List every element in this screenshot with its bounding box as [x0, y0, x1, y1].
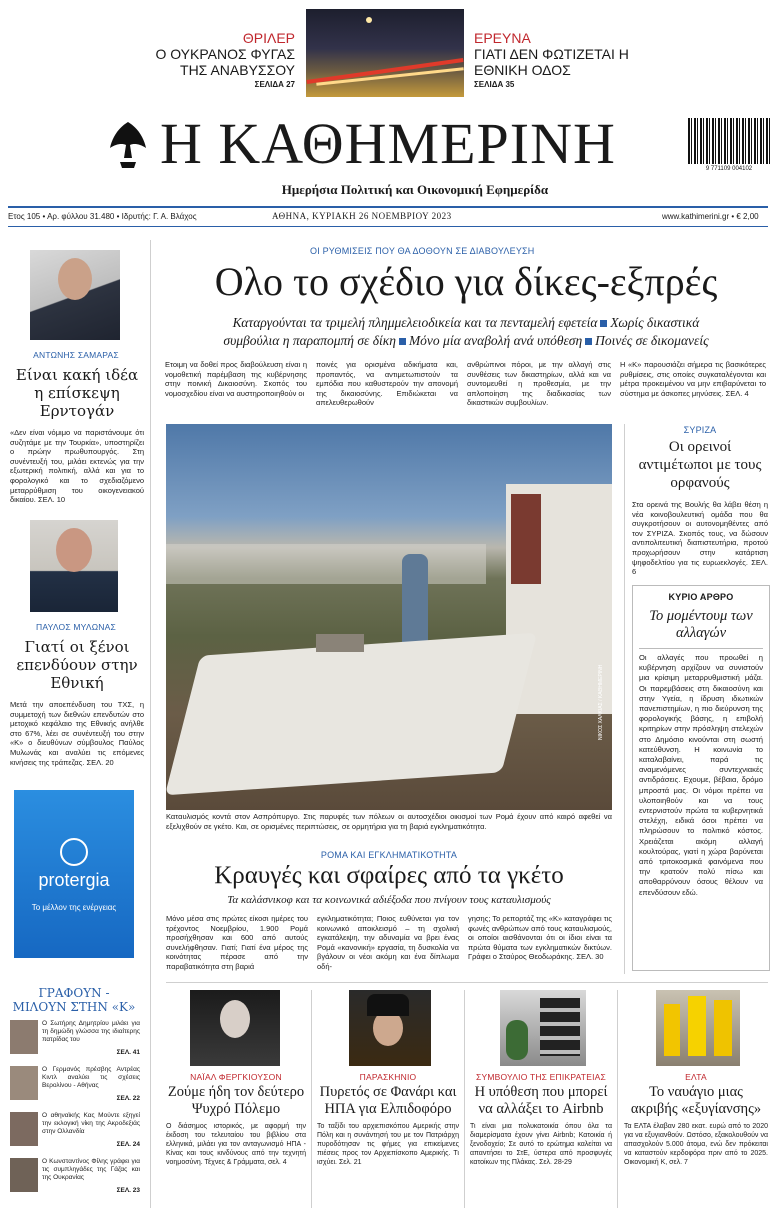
- bottom-divider-3: [617, 990, 618, 1208]
- writer-page: ΣΕΛ. 41: [116, 1049, 140, 1056]
- teaser-photo-highway: [306, 9, 464, 97]
- dateline-left: Ετος 105 • Αρ. φύλλου 31.480 • Ιδρυτής: Γ. Α. Βλάχος: [8, 212, 197, 221]
- lead-deck-1: Καταργούνται τα τριμελή πλημμελειοδικεία και τα πενταμελή εφετεία: [232, 315, 598, 330]
- mylonas-body: Μετά την αποεπένδυση του ΤΧΣ, η συμμετοχή των διεθνών επενδυτών στο μετοχικό κεφάλαιο της Εθνικής ανήλθε στο 67%, λέει σε συνέντευξή του στην «Κ» ο διευθύνων σύμβουλος Παύλος Μυλωνάς και αναλύει τις επόμενες κινήσεις της τράπεζας. ΣΕΛ. 20: [10, 700, 144, 767]
- writer-item[interactable]: [10, 1066, 142, 1112]
- editorial-box: [632, 585, 770, 971]
- protergia-slogan: Το μέλλον της ενέργειας: [31, 903, 117, 912]
- writer-page: ΣΕΛ. 24: [116, 1141, 140, 1148]
- bottom-divider-1: [311, 990, 312, 1208]
- syriza-kicker: ΣΥΡΙΖΑ: [683, 425, 717, 435]
- roma-headline[interactable]: Κραυγές και σφαίρες από τα γκέτο: [214, 862, 564, 889]
- bottom-story-3-body: Τι είναι μια πολυκατοικία όπου όλα τα διαμερίσματα έχουν γίνει Airbnb; Κατοικία ή ξενοδοχείο; Σε αυτό το ερώτημα καλείται να απαντήσει το ΣτΕ, ύστερα από προσφυγές κατοίκων της Πλάκας. Σελ. 28-29: [470, 1123, 612, 1166]
- dateline-rule-top: [8, 206, 768, 208]
- teaser-right-page: ΣΕΛΙΔΑ 35: [474, 80, 515, 89]
- writer-item[interactable]: [10, 1020, 142, 1066]
- lead-deck-2c: Ποινές σε δικομανείς: [595, 333, 709, 348]
- bottom-rule: [166, 982, 768, 983]
- roma-col-1: Μόνο μέσα στις πρώτες είκοσι ημέρες του τρέχοντος Νοεμβρίου, 1.900 Ρομά προσήχθησαν και 600 από αυτούς συνελήφθησαν. Γιατί; Γιατί ένα μέρος της κοινότητας πέρασε από την παραβατικότητα στη βαριά: [166, 914, 308, 971]
- bottom-story-2-kicker: ΠΑΡΑΣΚΗΝΙΟ: [359, 1072, 417, 1082]
- protergia-ad[interactable]: [14, 790, 134, 958]
- lead-deck-2: συμβούλια η παραπομπή σε δίκη: [223, 333, 396, 348]
- dateline-center: ΑΘΗΝΑ, ΚΥΡΙΑΚΗ 26 ΝΟΕΜΒΡΙΟΥ 2023: [272, 211, 452, 221]
- bottom-story-4-kicker: ΕΛΤΑ: [685, 1072, 707, 1082]
- dateline-right: www.kathimerini.gr • € 2,00: [662, 212, 759, 221]
- writer-avatar: [10, 1020, 38, 1054]
- writer-avatar: [10, 1066, 38, 1100]
- lead-deck-2b: Μόνο μία αναβολή ανά υπόθεση: [408, 333, 583, 348]
- bottom-story-1-title: Ζούμε ήδη τον δεύτερο Ψυχρό Πόλεμο: [167, 1084, 305, 1117]
- bottom-divider-2: [464, 990, 465, 1208]
- writer-text: Ο αθηναϊκής Κας Μούντε εξηγεί την εκλογική νίκη της Ακροδεξιάς στην Ολλανδία: [42, 1112, 140, 1135]
- writers-list: [10, 1020, 142, 1204]
- masthead-title: Η ΚΑΘΗΜΕΡΙΝΗ: [160, 111, 616, 176]
- samaras-title[interactable]: Είναι κακή ιδέα η επίσκεψη Ερντογάν: [15, 366, 139, 420]
- bottom-story-3-kicker: ΣΥΜΒΟΥΛΙΟ ΤΗΣ ΕΠΙΚΡΑΤΕΙΑΣ: [476, 1072, 606, 1082]
- main-photo-credit: ΝΙΚΟΣ ΧΑΛΚΙΑΣ / ΚΑΘΗΜΕΡΙΝΗ: [598, 664, 604, 740]
- sidebar-divider: [150, 240, 151, 1208]
- lead-headline[interactable]: Ολο το σχέδιο για δίκες-εξπρές: [214, 259, 718, 304]
- teaser-left-kicker: ΘΡΙΛΕΡ: [242, 30, 295, 46]
- lead-col-2: ποινές για ορισμένα αδικήματα και, προπαντός, να αντιμετωπιστούν τα εμπόδια που καθυστερούν την απονομή της δικαιοσύνης. Επιδιώκεται να απελευθερωθούν: [316, 360, 458, 408]
- mylonas-photo: [30, 520, 118, 612]
- bottom-story-1[interactable]: [166, 990, 306, 1167]
- roma-kicker: ΡΟΜΑ ΚΑΙ ΕΓΚΛΗΜΑΤΙΚΟΤΗΤΑ: [320, 850, 458, 860]
- writer-page: ΣΕΛ. 22: [116, 1095, 140, 1102]
- roma-col-3: γησης; Το ρεπορτάζ της «Κ» καταγράφει τις φωνές ανθρώπων από τους καταυλισμούς, οι οποίοι αισθάνονται ότι οι ίδιοι είναι τα πρώτα θύματα των εγκληματικών δικτύων. Γράφει ο Σταύρος Θεοδωράκης. ΣΕΛ. 30: [468, 914, 612, 962]
- syriza-title[interactable]: Οι ορεινοί αντιμέτωποι με τους ορφανούς: [638, 439, 762, 491]
- bottom-story-4[interactable]: [624, 990, 768, 1167]
- protergia-logo-icon: [60, 838, 88, 866]
- bottom-story-4-body: Τα ΕΛΤΑ έλαβαν 280 εκατ. ευρώ από το 2020 για να εξυγιανθούν. Ωστόσο, εξακολουθούν να απασχολούν 5.000 άτομα, ενώ δεν πρόκειται να καταστούν κερδοφόρα πριν από το 2025. Οικονομική Κ, σελ. 7: [624, 1123, 768, 1166]
- bottom-story-2-body: Το ταξίδι του αρχιεπισκόπου Αμερικής στην Πόλη και η συνάντησή του με τον Πατριάρχη πυροδότησαν τις φήμες για επικείμενες πιέσεις προς τον Αρχιεπίσκοπο Αμερικής. Τι ισχύει. Σελ. 21: [317, 1123, 459, 1166]
- bottom-story-2-photo: [349, 990, 431, 1066]
- samaras-photo: [30, 250, 120, 340]
- samaras-body: «Δεν είναι νόμιμο να παριστάνουμε ότι συζητάμε με την Τουρκία», υποστηρίζει ο πρώην πρωθυπουργός. Στη συνέντευξή του, μιλάει εκτενώς για την εξωτερική πολιτική, αλλά και για το φορολογικό και το σχεδιαζόμενο μεταρρύθμιση του οικογενειακού δικαίου. ΣΕΛ. 10: [10, 428, 144, 505]
- bottom-story-1-photo: [190, 990, 280, 1066]
- editorial-label: ΚΥΡΙΟ ΑΡΘΡΟ: [668, 592, 734, 602]
- lead-deck: [166, 314, 766, 350]
- bottom-story-2-title: Πυρετός σε Φανάρι και ΗΠΑ για Ελπιδοφόρο: [319, 1084, 457, 1117]
- bottom-story-4-photo: [656, 990, 740, 1066]
- bottom-story-2[interactable]: [317, 990, 459, 1167]
- teaser-left-page: ΣΕΛΙΔΑ 27: [254, 80, 295, 89]
- writer-page: ΣΕΛ. 23: [116, 1187, 140, 1194]
- lead-col-3: ανθρώπινοι πόροι, με την αλλαγή στις συνθέσεις των δικαστηρίων, αλλά και να συντομευθεί η προθεσμία, με την απλοποίηση της διαδικασίας των δικαστικών συμβουλίων.: [467, 360, 611, 408]
- teaser-left-title: Ο ΟΥΚΡΑΝΟΣ ΦΥΓΑΣ ΤΗΣ ΑΝΑΒΥΣΣΟΥ: [155, 46, 295, 78]
- main-photo-camp: [166, 424, 612, 810]
- bottom-story-3[interactable]: [470, 990, 612, 1167]
- lead-kicker: ΟΙ ΡΥΘΜΙΣΕΙΣ ΠΟΥ ΘΑ ΔΟΘΟΥΝ ΣΕ ΔΙΑΒΟΥΛΕΥΣΗ: [310, 246, 535, 256]
- teaser-left[interactable]: [135, 30, 295, 89]
- bottom-story-3-photo: [500, 990, 586, 1066]
- teaser-right-title: ΓΙΑΤΙ ΔΕΝ ΦΩΤΙΖΕΤΑΙ Η ΕΘΝΙΚΗ ΟΔΟΣ: [474, 46, 629, 78]
- writer-avatar: [10, 1112, 38, 1146]
- main-photo-caption: Καταυλισμός κοντά στον Ασπρόπυργο. Στις παρυφές των πόλεων οι αυτοσχέδιοι οικισμοί των Ρομά έχουν από καιρό αφεθεί να εξελιχθούν σε γκέτο. Και, σε ορισμένες περιπτώσεις, σε ορμητήρια για τη βαριά εγκληματικότητα.: [166, 812, 612, 831]
- writer-text: Ο Γερμανός πρέσβης Αντρέας Κιντλ αναλύει τις σχέσεις Βερολίνου - Αθήνας: [42, 1066, 140, 1089]
- editorial-body: Οι αλλαγές που προωθεί η κυβέρνηση αρχίζουν να συνιστούν μια κρίσιμη μεταρρυθμιστική μάζα. Οι παρεμβάσεις στη δικαιοσύνη και στην Υγεία, η ίδρυση ιδιωτικών πανεπιστημίων, η πιο διεύρυνση της φορολογικής βάσης, η επιβολή κριτηρίων στην πρόσληψη στελεχών στο Δημόσιο κινούνται στη σωστή κατεύθυνση. Η κοινωνία το καταλαβαίνει, παρά τις αναμενόμενες συντεχνιακές αντιδράσεις. Εχουμε, βέβαια, δρόμο μπροστά μας. Οι νόμοι πρέπει να υλοποιηθούν και να τους εντερνιστούν πρώτα τα κυβερνητικά στελέχη, ειδικά όσοι πρέπει να πληρώσουν το πολιτικό κόστος. Χρειάζεται ακόμη αλλαγή κουλτούρας, γιατί η χώρα βαρύνεται από τριτοκοσμικά φαινόμενα που την κρατούν πολύ πίσω και αποθαρρύνουν όσους θέλουν να επενδύσουν εδώ.: [639, 653, 763, 897]
- bottom-story-1-kicker: ΝΑΪΑΛ ΦΕΡΓΚΙΟΥΣΟΝ: [190, 1072, 282, 1082]
- bottom-story-1-body: Ο διάσημος ιστορικός, με αφορμή την έκδοση του τελευταίου του βιβλίου στα ελληνικά, μιλάει για τον ανταγωνισμό ΗΠΑ - Κίνας και τους κινδύνους από την τεχνητή νοημοσύνη. Τέχνες & Γράμματα, σελ. 4: [166, 1123, 306, 1166]
- roma-deck: Τα καλάσνικοφ και τα κοινωνικά αδιέξοδα που πνίγουν τους καταυλισμούς: [227, 894, 551, 906]
- masthead-logo-icon: [104, 118, 152, 174]
- roma-col-2: εγκληματικότητα; Ποιος ευθύνεται για τον κοινωνικό αποκλεισμό – τη σχολική εγκατάλειψη, την αδυναμία να βρει ένας Ρομά «κανονική» εργασία, τη δυσκολία να βγάλουν οι νέοι ακόμη και ένα δίπλωμα οδή-: [317, 914, 459, 971]
- writer-text: Ο Κωνσταντίνος Φίλης γράφει για τις συμπληγάδες της Γάζας και της Ουκρανίας: [42, 1158, 140, 1181]
- barcode-number: 9 771109 004102: [705, 166, 753, 172]
- protergia-brand: protergia: [38, 870, 110, 890]
- syriza-body: Στα ορεινά της Βουλής θα λάβει θέση η νέα κοινοβουλευτική ομάδα που θα συγκροτήσουν οι αυτονομηθέντες από τον ΣΥΡΙΖΑ. Σκοπός τους, να δώσουν αντιπολιτευτική διαπιστευτήρια, προτού προχωρήσουν στην κατάρτιση ψηφοδελτίου για τις ευρωεκλογές. ΣΕΛ. 6: [632, 500, 768, 577]
- barcode: [688, 118, 770, 164]
- teaser-right[interactable]: [474, 30, 644, 89]
- editorial-title[interactable]: Το μομέντουμ των αλλαγών: [649, 608, 753, 641]
- bottom-story-3-title: Η υπόθεση που μπορεί να αλλάξει το Airbnb: [474, 1084, 608, 1117]
- mylonas-name: ΠΑΥΛΟΣ ΜΥΛΩΝΑΣ: [36, 622, 116, 632]
- lead-col-1: Ετοιμη να δοθεί προς διαβούλευση είναι η νομοθετική παρέμβαση της κυβέρνησης στην ποινική Δικαιοσύνη. Σκοπός του νομοσχεδίου είναι να αυστηροποιηθούν οι: [165, 360, 307, 398]
- right-divider: [624, 424, 625, 974]
- masthead-subtitle: Ημερήσια Πολιτική και Οικονομική Εφημερίδα: [281, 182, 549, 197]
- writer-avatar: [10, 1158, 38, 1192]
- mylonas-title[interactable]: Γιατί οι ξένοι επενδύουν στην Εθνική: [16, 638, 138, 692]
- lead-col-4: Η «Κ» παρουσιάζει σήμερα τις βασικότερες ρυθμίσεις, στις οποίες συγκαταλέγονται και μέτρα προκειμένου να μην επιβαρύνεται το σύστημα με άσκοπες μηνύσεις. ΣΕΛ. 4: [620, 360, 766, 398]
- lead-deck-1b: Χωρίς δικαστικά: [610, 315, 700, 330]
- teaser-right-kicker: ΕΡΕΥΝΑ: [474, 30, 531, 46]
- writer-text: Ο Σωτήρης Δημητρίου μιλάει για τη δημώδη γλώσσα της ιδιαίτερης πατρίδας του: [42, 1020, 140, 1043]
- bottom-story-4-title: Το ναυάγιο μιας ακριβής «εξυγίανσης»: [630, 1084, 762, 1117]
- dateline-rule-bottom: [8, 226, 768, 227]
- writer-item[interactable]: [10, 1158, 142, 1204]
- samaras-name: ΑΝΤΩΝΗΣ ΣΑΜΑΡΑΣ: [33, 350, 119, 360]
- writer-item[interactable]: [10, 1112, 142, 1158]
- writers-header: ΓΡΑΦΟΥΝ - ΜΙΛΟΥΝ ΣΤΗΝ «Κ»: [12, 986, 136, 1014]
